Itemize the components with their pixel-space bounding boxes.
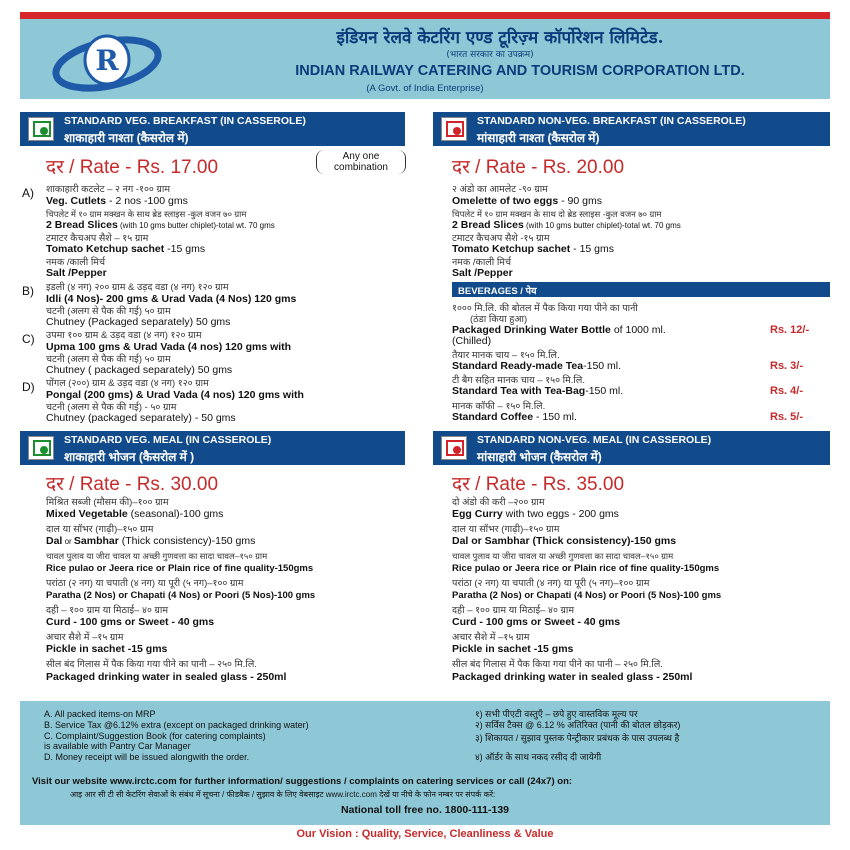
top-red-bar [20,12,830,19]
veg-breakfast-rate: दर / Rate - Rs. 17.00 [46,157,219,178]
mixed-veg-hindi: मिश्रित सब्जी (मौसम की)–१०० ग्राम [46,497,169,508]
note-c1: C. Complaint/Suggestion Book (for catering complaints) [44,731,266,741]
note-hindi-2: २) सर्विस टैक्स @ 6.12 % अतिरिक्त (पानी की बोतल छोड़कर) [475,720,681,730]
omelette-line: Omelette of two eggs - 90 gms [452,195,602,207]
note-hindi-4: ४) ऑर्डर के साथ नकद रसीद दी जायेगी [475,752,602,762]
veg-symbol-icon [28,117,54,141]
veg-symbol-icon [28,436,54,460]
idli-chutney-line: Chutney (Packaged separately) 50 gms [46,316,231,328]
header-english-subtitle: (A Govt. of India Enterprise) [366,83,484,94]
veg-bread-line: 2 Bread Slices (with 10 gms butter chiplet)-total wt. 70 gms [46,219,275,231]
veg-dal-line: Dal or Sambhar (Thick consistency)-150 gms [46,535,256,547]
veg-paratha-line: Paratha (2 Nos) or Chapati (4 Nos) or Poori (5 Nos)-100 gms [46,590,316,601]
website-note-hindi: आइ आर सी टी सी केटरिंग सेवाओं के संबंध में सूचना / फीडबैक / सुझाव के लिए वेबसाइट www.irctc.com देखें या नीचे के फोन नम्बर पर संपर्क करें: [70,790,496,799]
nonveg-breakfast-title-hindi: मांसाहारी नाश्ता (कैसरोल में) [477,131,600,145]
veg-meal-title-hindi: शाकाहारी भोजन (कैसरोल में ) [64,450,195,464]
veg-cutlet-line: Veg. Cutlets - 2 nos -100 gms [46,195,188,207]
veg-pickle-line: Pickle in sachet -15 gms [46,643,168,655]
nonveg-curd-hindi: दही – १०० ग्राम या मिठाई– ४० ग्राम [452,605,575,616]
idli-chutney-hindi: चटनी (अलग से पैक की गई) ५० ग्राम [46,306,171,317]
egg-curry-hindi: दो अंडो की करी –२०० ग्राम [452,497,545,508]
veg-salt-hindi: नमक /काली मिर्च [46,257,105,268]
nonveg-meal-header [433,431,830,465]
upma-chutney-hindi: चटनी (अलग से पैक की गई) ५० ग्राम [46,354,171,365]
teabag-line: Standard Tea with Tea-Bag-150 ml. [452,385,624,397]
option-letter-b: B) [22,284,34,298]
header-hindi-title: इंडियन रेलवे केटरिंग एण्ड टूरिज़्म कॉर्पोरेशन लिमिटेड. [336,28,664,48]
nonveg-pickle-hindi: अचार सैशे में –१५ ग्राम [452,632,530,643]
veg-breakfast-title: STANDARD VEG. BREAKFAST (IN CASSEROLE) [64,115,306,127]
beverages-header: BEVERAGES / पेय [452,282,830,297]
veg-rice-line: Rice pulao or Jeera rice or Plain rice of fine quality-150gms [46,563,314,574]
nonveg-symbol-icon [441,436,467,460]
nonveg-water-hindi: सील बंद गिलास में पैक किया गया पीने का पानी – २५० मि.लि. [452,659,663,670]
irctc-logo-icon [52,26,162,94]
water-bottle-line: Packaged Drinking Water Bottle of 1000 ml. [452,324,666,336]
idli-hindi: इडली (४ नग) २०० ग्राम & उड़द वडा (४ नग) १२० ग्राम [46,282,229,293]
nonveg-meal-rate: दर / Rate - Rs. 35.00 [452,474,625,495]
note-hindi-3: ३) शिकायत / सुझाव पुस्तक पेन्ट्रीकार प्रबंधक के पास उपलब्ध है [475,733,680,743]
nonveg-ketchup-hindi: टमाटर कैचअप सैशे -१५ ग्राम [452,233,550,244]
option-letter-c: C) [22,332,35,346]
water-bottle-price: Rs. 12/- [770,324,810,336]
nonveg-salt-hindi: नमक /काली मिर्च [452,257,511,268]
nonveg-meal-title-hindi: मांसाहारी भोजन (कैसरोल में) [477,450,602,464]
pongal-line: Pongal (200 gms) & Urad Vada (4 nos) 120 gms with [46,389,304,401]
idli-line: Idli (4 Nos)- 200 gms & Urad Vada (4 Nos) 120 gms [46,293,297,305]
mixed-veg-line: Mixed Vegetable (seasonal)-100 gms [46,508,224,520]
website-note: Visit our website www.irctc.com for further information/ suggestions / complaints on catering services or call (24x7) on: [32,776,573,787]
upma-chutney-line: Chutney ( packaged separately) 50 gms [46,364,233,376]
veg-pickle-hindi: अचार सैशे में –१५ ग्राम [46,632,124,643]
veg-meal-header [20,431,405,465]
header-english-title: INDIAN RAILWAY CATERING AND TOURISM CORPORATION LTD. [295,63,745,79]
nonveg-dal-line: Dal or Sambhar (Thick consistency)-150 gms [452,535,677,547]
veg-curd-hindi: दही – १०० ग्राम या मिठाई– ४० ग्राम [46,605,169,616]
tea-price: Rs. 3/- [770,360,804,372]
egg-curry-line: Egg Curry with two eggs - 200 gms [452,508,619,520]
nonveg-symbol-icon [441,117,467,141]
veg-curd-line: Curd - 100 gms or Sweet - 40 gms [46,616,215,628]
nonveg-pickle-line: Pickle in sachet -15 gms [452,643,574,655]
option-letter-a: A) [22,186,34,200]
notes-panel [20,701,830,825]
veg-rice-hindi: चावल पुलाव या जीरा चावल या अच्छी गुणवत्ता का सादा चावल–१५० ग्राम [46,551,268,561]
veg-breakfast-title-hindi: शाकाहारी नाश्ता (कैसरोल में) [64,131,189,145]
veg-meal-title: STANDARD VEG. MEAL (IN CASSEROLE) [64,434,272,446]
toll-free-number: National toll free no. 1800-111-139 [340,804,510,816]
veg-breakfast-combination-note: Any one combination [316,150,406,174]
nonveg-rice-hindi: चावल पुलाव या जीरा चावल या अच्छी गुणवत्ता का सादा चावल–१५० ग्राम [452,551,674,561]
veg-bread-hindi: चिपलेट में १० ग्राम मक्खन के साथ ब्रेड स्लाइस -कुल वजन ७० ग्राम [46,209,247,219]
header-hindi-subtitle: (भारत सरकार का उपक्रम) [446,50,534,60]
veg-dal-hindi: दाल या सॉभर (गाढ़ी)–१५० ग्राम [46,524,154,535]
teabag-hindi: टी बैग सहित मानक चाय – १५० मि.लि. [452,375,585,386]
pongal-chutney-line: Chutney (packaged separately) - 50 gms [46,412,236,424]
upma-line: Upma 100 gms & Urad Vada (4 nos) 120 gms with [46,341,292,353]
coffee-hindi: मानक कॉफी – १५० मि.लि. [452,401,546,412]
nonveg-rice-line: Rice pulao or Jeera rice or Plain rice of fine quality-150gms [452,563,720,574]
veg-salt-line: Salt /Pepper [46,267,107,279]
veg-ketchup-hindi: टमाटर कैचअप सैशे – १५ ग्राम [46,233,149,244]
veg-ketchup-line: Tomato Ketchup sachet -15 gms [46,243,206,255]
note-b: B. Service Tax @6.12% extra (except on packaged drinking water) [44,720,309,730]
nonveg-breakfast-header [433,112,830,146]
nonveg-dal-hindi: दाल या सॉभर (गाढ़ी)–१५० ग्राम [452,524,560,535]
tea-hindi: तैयार मानक चाय – १५० मि.लि. [452,350,560,361]
veg-paratha-hindi: परांठा (२ नग) या चपाती (४ नग) या पूरी (५ नग)–१०० ग्राम [46,578,244,589]
veg-breakfast-header [20,112,405,146]
veg-water-hindi: सील बंद गिलास में पैक किया गया पीने का पानी – २५० मि.लि. [46,659,257,670]
pongal-hindi: पोंगल (२००) ग्राम & उड़द वडा (४ नग) १२० ग्राम [46,378,209,389]
upma-hindi: उपमा १०० ग्राम & उड़द वडा (४ नग) १२० ग्राम [46,330,202,341]
water-bottle-hindi: १००० मि.लि. की बोतल में पैक किया गया पीने का पानी [452,303,638,314]
teabag-price: Rs. 4/- [770,385,804,397]
nonveg-breakfast-title: STANDARD NON-VEG. BREAKFAST (IN CASSEROLE) [477,115,746,127]
coffee-price: Rs. 5/- [770,411,804,423]
veg-water-line: Packaged drinking water in sealed glass - 250ml [46,671,287,683]
omelette-hindi: २ अंडो का आमलेट -९० ग्राम [452,184,548,195]
pongal-chutney-hindi: चटनी (अलग से पैक की गई) - ५० ग्राम [46,402,177,413]
nonveg-paratha-line: Paratha (2 Nos) or Chapati (4 Nos) or Poori (5 Nos)-100 gms [452,590,722,601]
note-a: A. All packed items-on MRP [44,709,156,719]
note-d: D. Money receipt will be issued alongwith the order. [44,752,250,762]
note-hindi-1: १) सभी पीएटी वस्तुएँ – छपे हुए वास्तविक मूल्य पर [475,709,638,719]
veg-cutlet-hindi: शाकाहारी कटलेट – २ नग -१०० ग्राम [46,184,171,195]
tea-line: Standard Ready-made Tea-150 ml. [452,360,622,372]
coffee-line: Standard Coffee - 150 ml. [452,411,577,423]
svg-text:R: R [95,44,119,77]
nonveg-breakfast-rate: दर / Rate - Rs. 20.00 [452,157,625,178]
nonveg-water-line: Packaged drinking water in sealed glass - 250ml [452,671,693,683]
nonveg-salt-line: Salt /Pepper [452,267,513,279]
nonveg-bread-line: 2 Bread Slices (with 10 gms butter chiplet)-total wt. 70 gms [452,219,681,231]
water-bottle-hindi-2: (ठंडा किया हुआ) [470,314,528,325]
nonveg-paratha-hindi: परांठा (२ नग) या चपाती (४ नग) या पूरी (५ नग)–१०० ग्राम [452,578,650,589]
nonveg-ketchup-line: Tomato Ketchup sachet - 15 gms [452,243,615,255]
veg-meal-rate: दर / Rate - Rs. 30.00 [46,474,219,495]
option-letter-d: D) [22,380,35,394]
nonveg-curd-line: Curd - 100 gms or Sweet - 40 gms [452,616,621,628]
nonveg-bread-hindi: चिपलेट में १० ग्राम मक्खन के साथ दो ब्रेड स्लाइस -कुल वजन ७० ग्राम [452,209,662,219]
water-bottle-chilled: (Chilled) [452,335,492,347]
vision-statement: Our Vision : Quality, Service, Cleanliness & Value [296,828,554,840]
note-c2: is available with Pantry Car Manager [44,741,191,751]
nonveg-meal-title: STANDARD NON-VEG. MEAL (IN CASSEROLE) [477,434,712,446]
